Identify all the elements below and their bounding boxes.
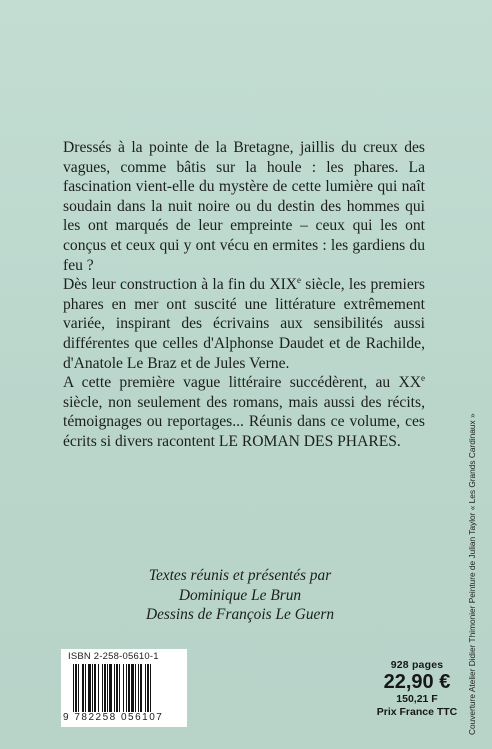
barcode-bar <box>88 664 91 712</box>
blurb-p2-start: Dès leur construction à la fin du <box>63 276 270 294</box>
barcode-bar <box>135 664 136 712</box>
isbn-text: ISBN 2-258-05610-1 <box>68 651 159 662</box>
barcode-bar <box>75 664 77 712</box>
credits-line-1: Textes réunis et présentés par <box>148 567 332 584</box>
barcode-bar <box>109 664 112 712</box>
barcode-bar <box>131 664 134 712</box>
barcode-bar <box>126 664 127 712</box>
barcode-bar <box>128 664 130 712</box>
barcode-bar <box>107 664 108 712</box>
barcode-bar <box>138 664 139 712</box>
price-label: Prix France TTC <box>376 706 458 718</box>
blurb-p2-end: siècle, les premiers phares en mer ont suscité une littérature extrêmement variée, inspirant des écrivains aux sensibilités aussi différentes que celles d'Alphonse Daudet et de Rachilde, d'Anatole Le Braz et de Jules Verne. <box>63 276 426 372</box>
century-19-sup: e <box>297 274 302 285</box>
barcode-bar <box>73 664 74 712</box>
price-franc: 150,21 F <box>396 693 438 705</box>
ean-number: 9 782258 056107 <box>63 712 164 723</box>
barcode-bar <box>78 664 79 712</box>
price-block <box>368 659 466 718</box>
century-20: XX <box>398 374 421 392</box>
barcode-bar <box>82 664 84 712</box>
blurb-paragraph-3 <box>63 373 425 451</box>
barcode-bar <box>123 664 124 712</box>
barcode-bar <box>92 664 93 712</box>
barcode-bar <box>140 664 142 712</box>
editor-credits <box>60 566 420 625</box>
blurb-p3-start: A cette première vague littéraire succédèrent, au <box>63 374 399 392</box>
century-19: XIX <box>269 276 298 294</box>
blurb-paragraph-2 <box>63 275 425 373</box>
cover-credit-vertical: Couverture Atelier Didier Thimonier Peinture de Julian Taylor « Les Grands Cardinaux » <box>467 413 477 735</box>
barcode-bar <box>94 664 96 712</box>
page-count: 928 pages <box>390 659 444 671</box>
barcode-bar <box>145 664 146 712</box>
barcode-bar <box>147 664 149 712</box>
barcode-bar <box>114 664 115 712</box>
blurb-p3-end: siècle, non seulement des romans, mais aussi des récits, témoignages ou reportages... Réunis dans ce volume, ces écrits si divers racontent LE ROMAN DES PHARES. <box>63 393 425 450</box>
barcode-bar <box>102 664 103 712</box>
barcode-bar <box>119 664 120 712</box>
barcode-bar <box>104 664 106 712</box>
credits-line-2: Dominique Le Brun <box>178 586 302 604</box>
barcode-bar <box>116 664 118 712</box>
barcode-bar <box>150 664 151 712</box>
price-euro: 22,90 € <box>383 671 451 693</box>
blurb-text <box>63 138 425 452</box>
barcode-bar <box>85 664 86 712</box>
barcode-bar <box>98 664 99 712</box>
barcode-label <box>61 649 187 727</box>
century-20-sup: e <box>421 372 425 383</box>
credits-line-3: Dessins de François Le Guern <box>145 606 335 624</box>
blurb-paragraph-1: Dressés à la pointe de la Bretagne, jaillis du creux des vagues, comme bâtis sur la houle : les phares. La fascination vient-elle du mystère de cette lumière qui naît soudain dans la nuit noire ou du destin des hommes qui les ont marqués de leur empreinte – ceux qui les ont conçus et ceux qui y ont vécu en ermites : les gardiens du feu ? <box>63 139 425 274</box>
barcode-bars <box>73 664 181 712</box>
